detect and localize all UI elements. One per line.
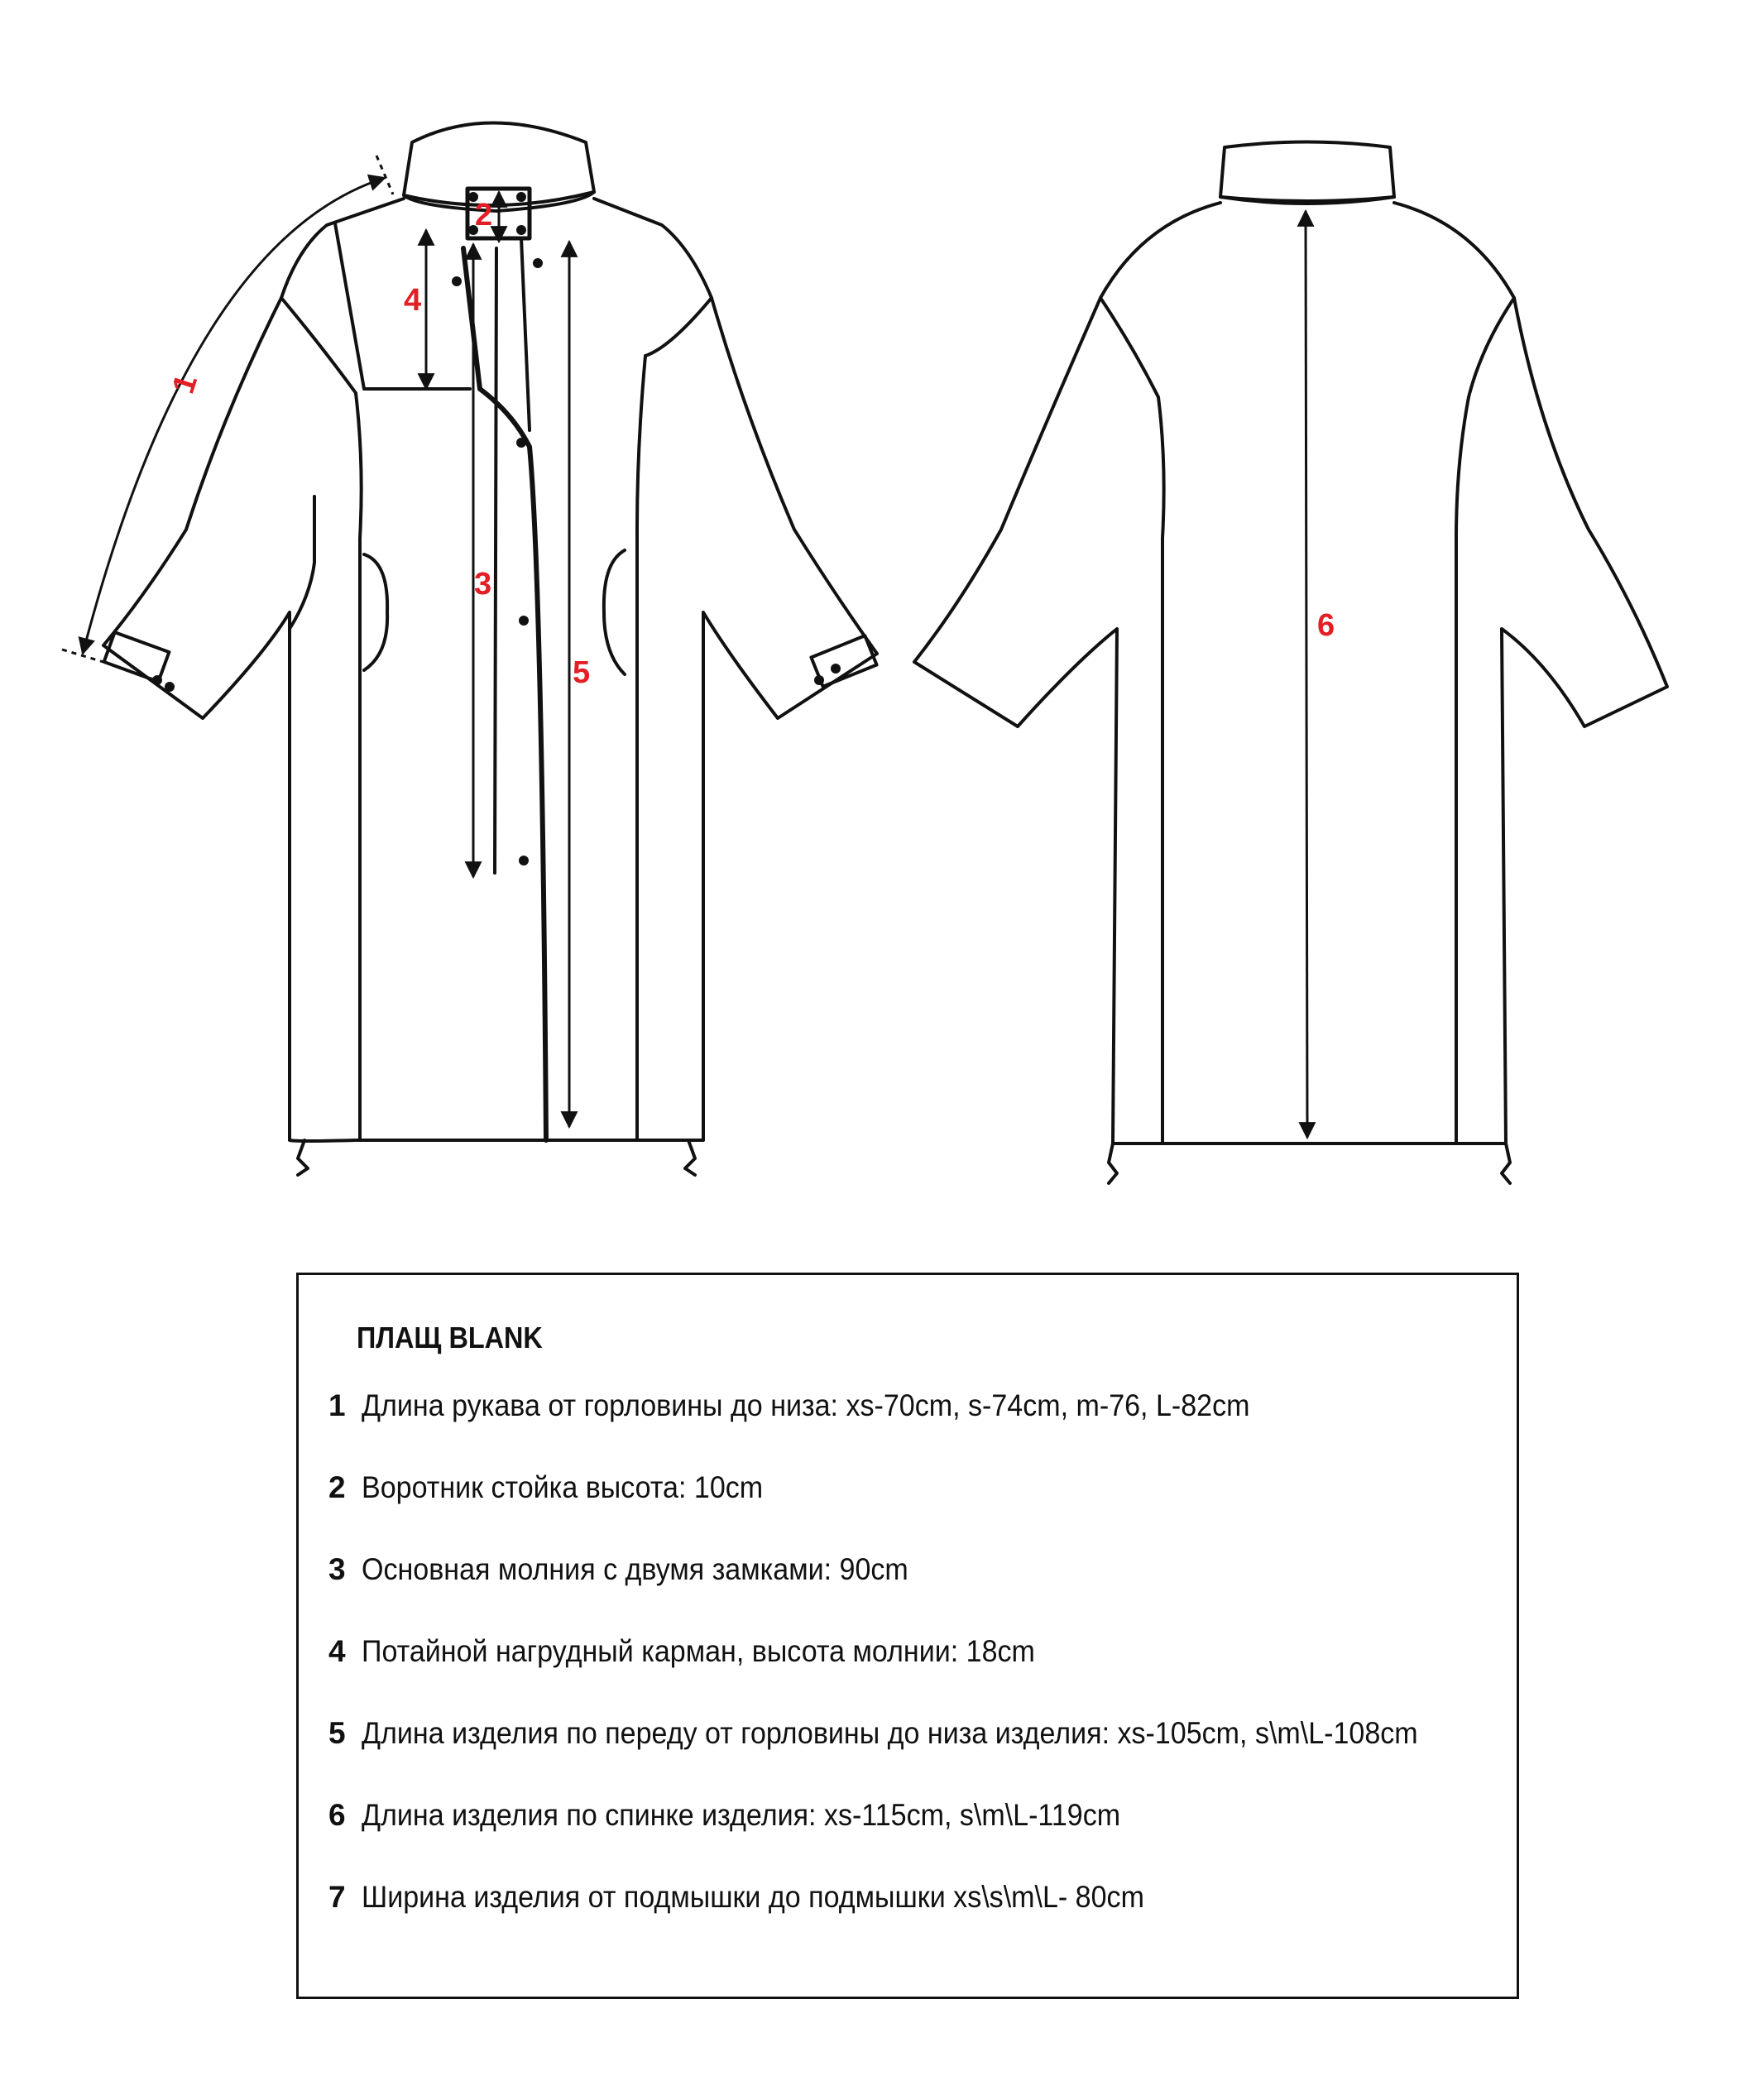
spec-num: 4 — [328, 1634, 346, 1668]
label-6: 6 — [1317, 608, 1335, 643]
back-view — [914, 142, 1667, 1184]
front-body-outline — [103, 199, 877, 1141]
spec-row — [328, 1709, 1510, 1758]
left-cuff-tab — [104, 632, 170, 682]
spec-text: Ширина изделия от подмышки до подмышки xs\s\m\L- 80cm — [362, 1880, 1144, 1914]
product-title: ПЛАЩ BLANK — [357, 1321, 543, 1354]
spec-row — [328, 1381, 1327, 1431]
spec-row — [328, 1872, 1212, 1922]
label-2: 2 — [475, 198, 493, 233]
back-measurement-arrows — [1306, 211, 1307, 1138]
spec-num: 5 — [328, 1716, 346, 1750]
chest-yoke — [335, 223, 470, 389]
spec-text: Потайной нагрудный карман, высота молнии: 18cm — [362, 1634, 1035, 1668]
spec-num: 6 — [328, 1798, 346, 1832]
back-collar — [1220, 142, 1394, 202]
spec-text: Длина изделия по переду от горловины до низа изделия: xs-105cm, s\m\L-108cm — [362, 1716, 1418, 1750]
spec-num: 3 — [328, 1552, 346, 1586]
back-measurement-labels — [1317, 608, 1335, 643]
spec-row — [328, 1463, 798, 1513]
right-pocket — [604, 550, 625, 674]
back-length-arrow — [1306, 211, 1307, 1138]
spec-text: Основная молния с двумя замками: 90cm — [362, 1552, 908, 1586]
spec-row — [328, 1545, 956, 1594]
label-3: 3 — [474, 567, 492, 602]
spec-num: 2 — [328, 1470, 346, 1504]
spec-text: Воротник стойка высота: 10cm — [362, 1470, 764, 1504]
back-body-outline — [914, 203, 1667, 1143]
spec-text: Длина изделия по спинке изделия: xs-115cm, s\m\L-119cm — [362, 1798, 1121, 1832]
spec-table — [296, 1273, 1519, 1999]
spec-text: Длина рукава от горловины до низа: xs-70cm, s-74cm, m-76, L-82cm — [362, 1388, 1250, 1422]
label-1: 1 — [165, 370, 205, 398]
label-5: 5 — [573, 655, 591, 690]
spec-row — [328, 1627, 1094, 1676]
spec-row — [328, 1791, 1186, 1840]
front-placket — [463, 248, 546, 1140]
front-view — [103, 123, 877, 1176]
spec-num: 1 — [328, 1388, 346, 1422]
spec-num: 7 — [328, 1880, 346, 1914]
left-pocket — [364, 554, 387, 670]
label-4: 4 — [404, 283, 422, 318]
